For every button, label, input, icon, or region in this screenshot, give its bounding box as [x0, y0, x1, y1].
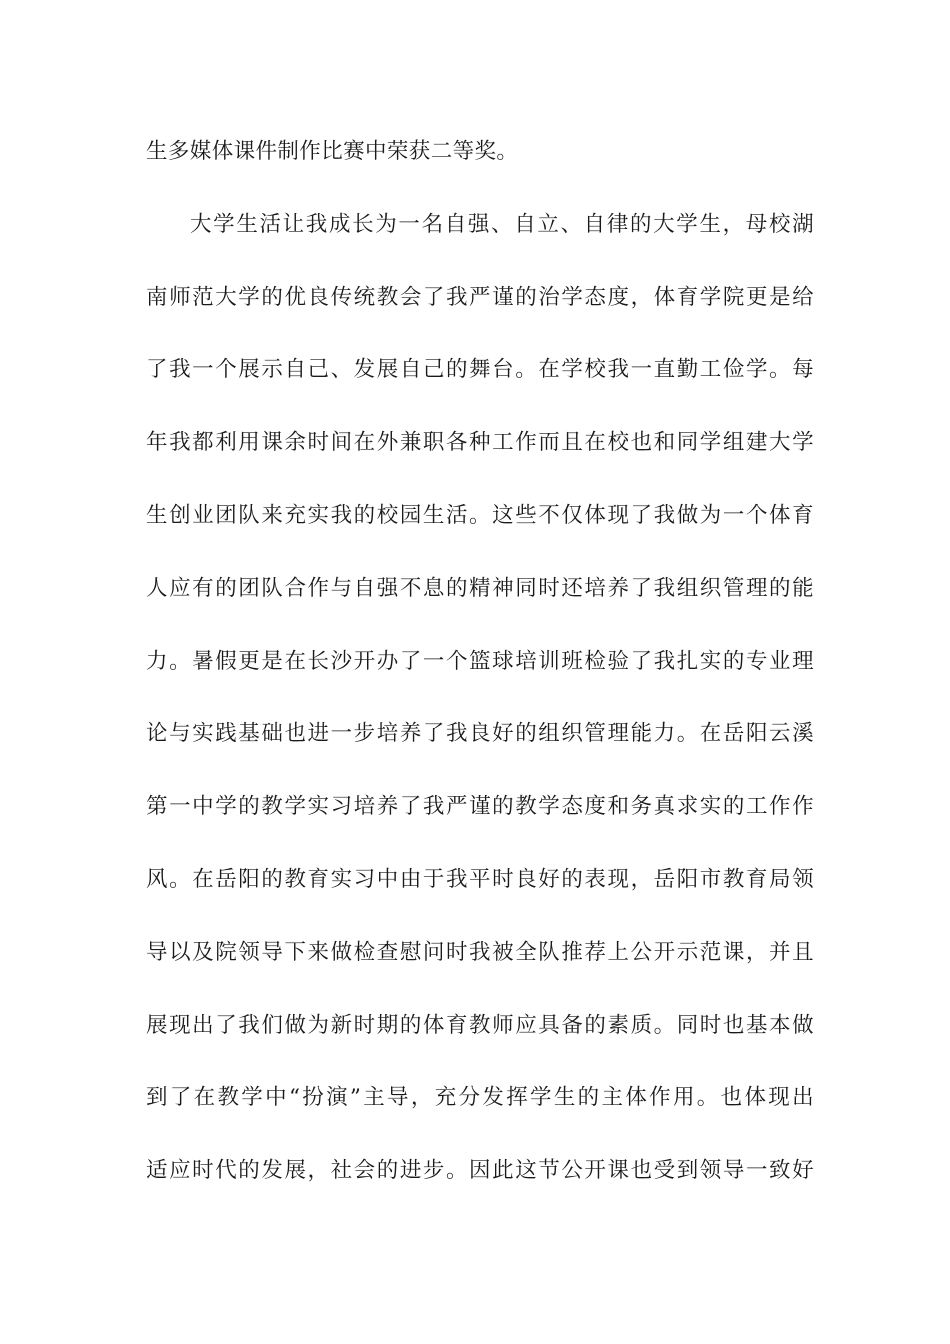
- text-line: 导以及院领导下来做检查慰问时我被全队推荐上公开示范课，并且: [146, 939, 814, 965]
- text-line: 年我都利用课余时间在外兼职各种工作而且在校也和同学组建大学: [146, 430, 814, 456]
- text-line: 了我一个展示自己、发展自己的舞台。在学校我一直勤工俭学。每: [146, 357, 814, 383]
- text-line: 南师范大学的优良传统教会了我严谨的治学态度，体育学院更是给: [146, 284, 814, 310]
- text-line: 大学生活让我成长为一名自强、自立、自律的大学生，母校湖: [190, 211, 814, 237]
- text-line: 生多媒体课件制作比赛中荣获二等奖。: [146, 139, 519, 164]
- text-line: 到了在教学中“扮演”主导，充分发挥学生的主体作用。也体现出: [146, 1085, 814, 1111]
- text-line: 展现出了我们做为新时期的体育教师应具备的素质。同时也基本做: [146, 1012, 814, 1038]
- text-line: 生创业团队来充实我的校园生活。这些不仅体现了我做为一个体育: [146, 502, 814, 528]
- text-line: 风。在岳阳的教育实习中由于我平时良好的表现，岳阳市教育局领: [146, 866, 814, 892]
- text-line: 第一中学的教学实习培养了我严谨的教学态度和务真求实的工作作: [146, 794, 814, 820]
- text-line: 适应时代的发展，社会的进步。因此这节公开课也受到领导一致好: [146, 1158, 814, 1184]
- text-line: 力。暑假更是在长沙开办了一个篮球培训班检验了我扎实的专业理: [146, 648, 814, 674]
- text-line: 人应有的团队合作与自强不息的精神同时还培养了我组织管理的能: [146, 575, 814, 601]
- body-text: [146, 128, 814, 1220]
- text-line: 论与实践基础也进一步培养了我良好的组织管理能力。在岳阳云溪: [146, 721, 814, 747]
